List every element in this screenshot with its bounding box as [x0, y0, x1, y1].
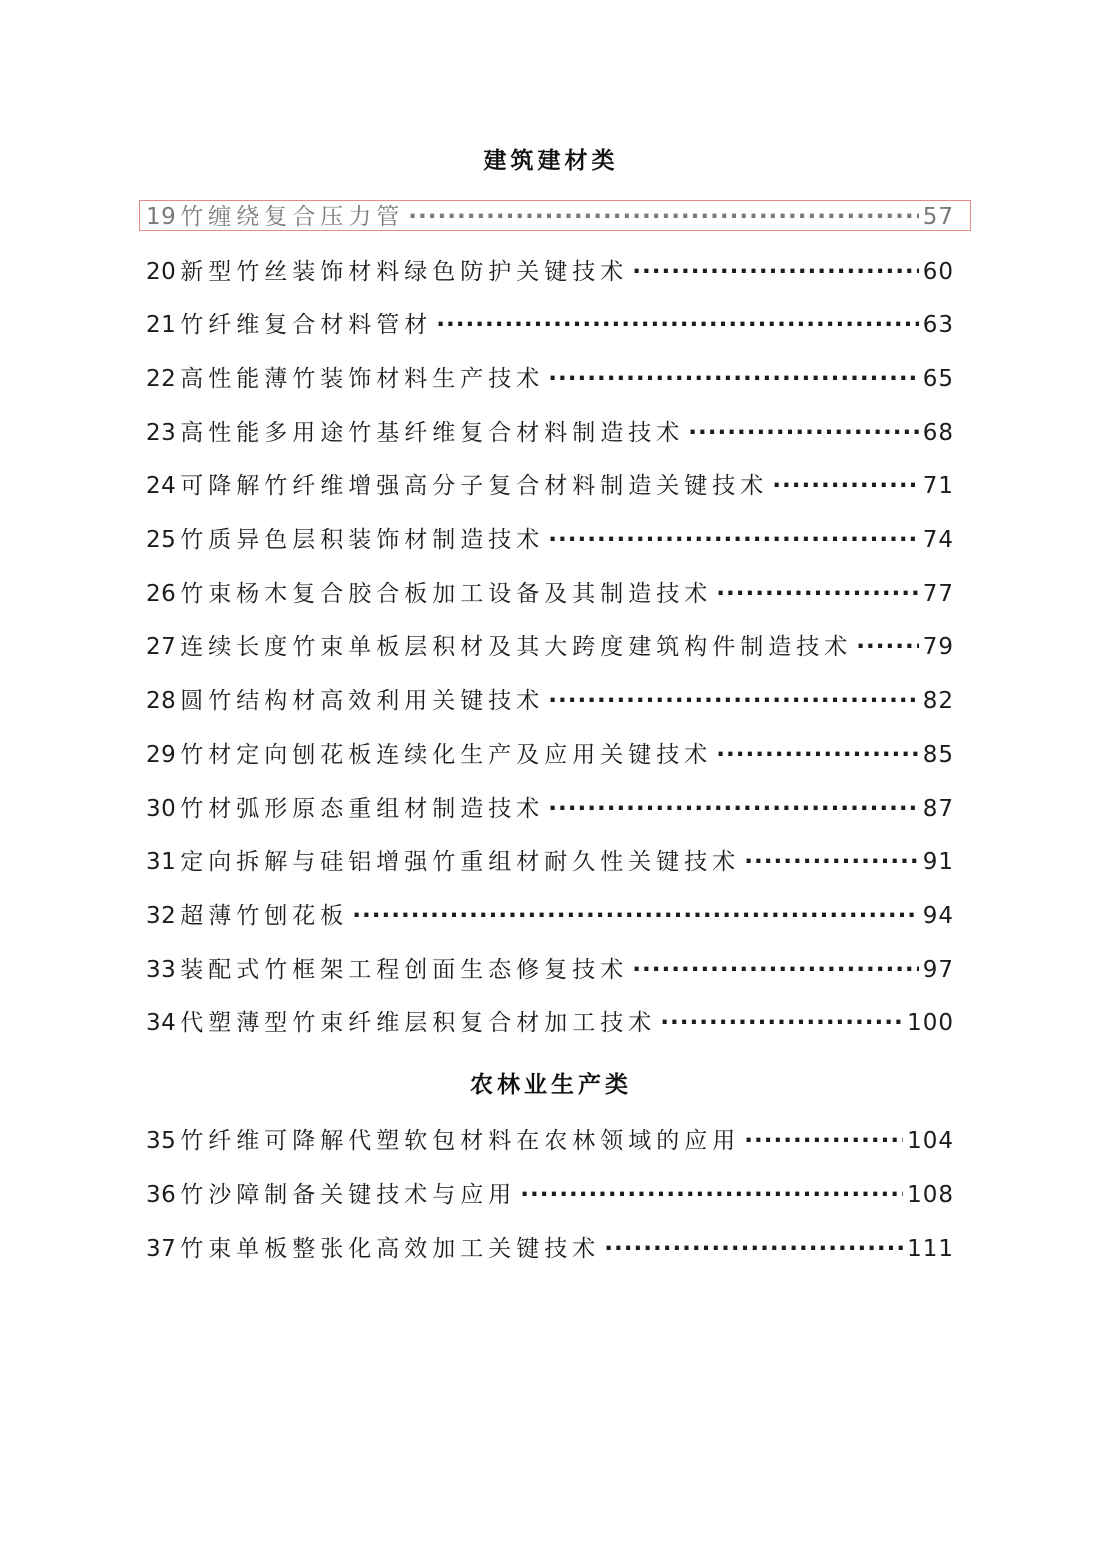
- dot-leader: [632, 254, 918, 290]
- entry-number: 23: [146, 420, 177, 446]
- entry-page-number: 65: [922, 366, 954, 392]
- entry-number: 21: [146, 312, 177, 338]
- dot-leader: [604, 1231, 903, 1267]
- toc-entry[interactable]: [146, 952, 954, 988]
- entry-number: 28: [146, 688, 177, 714]
- dot-leader: [772, 468, 918, 504]
- entry-page-number: 87: [922, 796, 954, 822]
- toc-entry[interactable]: [146, 1231, 954, 1267]
- toc-entry[interactable]: [146, 254, 954, 290]
- entry-title: 定向拆解与硅铝增强竹重组材耐久性关键技术: [180, 849, 741, 875]
- entry-title: 高性能薄竹装饰材料生产技术: [180, 366, 545, 392]
- entry-title: 代塑薄型竹束纤维层积复合材加工技术: [180, 1010, 657, 1036]
- entry-number: 30: [146, 796, 177, 822]
- entry-number: 33: [146, 957, 177, 983]
- entry-title: 新型竹丝装饰材料绿色防护关键技术: [180, 259, 629, 285]
- entry-title: 装配式竹框架工程创面生态修复技术: [180, 957, 629, 983]
- toc-entry[interactable]: [146, 683, 954, 719]
- entry-number: 20: [146, 259, 177, 285]
- entry-page-number: 63: [922, 312, 954, 338]
- entry-title: 竹缠绕复合压力管: [180, 204, 405, 230]
- entry-title: 竹质异色层积装饰材制造技术: [180, 527, 545, 553]
- dot-leader: [548, 683, 918, 719]
- entry-title: 可降解竹纤维增强高分子复合材料制造关键技术: [180, 473, 769, 499]
- entry-page-number: 82: [922, 688, 954, 714]
- toc-entry[interactable]: [146, 898, 954, 934]
- entry-number: 37: [146, 1236, 177, 1262]
- toc-entry[interactable]: [146, 1177, 954, 1213]
- toc-entry[interactable]: [146, 361, 954, 397]
- entry-page-number: 68: [922, 420, 954, 446]
- toc-entry[interactable]: [146, 468, 954, 504]
- entry-title: 竹沙障制备关键技术与应用: [180, 1182, 517, 1208]
- dot-leader: [352, 898, 918, 934]
- entry-number: 35: [146, 1128, 177, 1154]
- entry-page-number: 60: [922, 259, 954, 285]
- dot-leader: [716, 576, 918, 612]
- dot-leader: [408, 199, 918, 235]
- entry-page-number: 91: [922, 849, 954, 875]
- toc-entry[interactable]: [146, 844, 954, 880]
- entry-title: 高性能多用途竹基纤维复合材料制造技术: [180, 420, 685, 446]
- entry-number: 34: [146, 1010, 177, 1036]
- entry-title: 竹束单板整张化高效加工关键技术: [180, 1236, 601, 1262]
- entry-number: 25: [146, 527, 177, 553]
- entry-page-number: 71: [922, 473, 954, 499]
- toc-entry[interactable]: [146, 199, 954, 235]
- dot-leader: [744, 1123, 903, 1159]
- entry-page-number: 104: [907, 1128, 954, 1154]
- dot-leader: [436, 307, 918, 343]
- entry-number: 36: [146, 1182, 177, 1208]
- entry-number: 24: [146, 473, 177, 499]
- entry-title: 竹材弧形原态重组材制造技术: [180, 796, 545, 822]
- entry-number: 29: [146, 742, 177, 768]
- toc-entry[interactable]: [146, 1005, 954, 1041]
- entry-page-number: 94: [922, 903, 954, 929]
- dot-leader: [632, 952, 918, 988]
- entry-title: 圆竹结构材高效利用关键技术: [180, 688, 545, 714]
- dot-leader: [548, 522, 918, 558]
- entry-number: 31: [146, 849, 177, 875]
- entry-title: 竹纤维复合材料管材: [180, 312, 433, 338]
- toc-entry[interactable]: [146, 737, 954, 773]
- dot-leader: [716, 737, 918, 773]
- entry-title: 竹束杨木复合胶合板加工设备及其制造技术: [180, 581, 713, 607]
- dot-leader: [856, 629, 918, 665]
- section-heading-agriculture-forestry: 农林业生产类: [470, 1071, 632, 1098]
- entry-number: 22: [146, 366, 177, 392]
- dot-leader: [688, 415, 918, 451]
- toc-entry[interactable]: [146, 522, 954, 558]
- toc-entry[interactable]: [146, 629, 954, 665]
- entry-number: 27: [146, 634, 177, 660]
- entry-page-number: 77: [922, 581, 954, 607]
- entry-page-number: 74: [922, 527, 954, 553]
- dot-leader: [548, 361, 918, 397]
- toc-entry[interactable]: [146, 307, 954, 343]
- section-heading-building-materials: 建筑建材类: [483, 147, 619, 174]
- dot-leader: [660, 1005, 903, 1041]
- entry-page-number: 97: [922, 957, 954, 983]
- entry-page-number: 100: [907, 1010, 954, 1036]
- entry-page-number: 85: [922, 742, 954, 768]
- entry-page-number: 111: [907, 1236, 954, 1262]
- entry-number: 19: [146, 204, 177, 230]
- toc-entry[interactable]: [146, 1123, 954, 1159]
- dot-leader: [744, 844, 918, 880]
- dot-leader: [520, 1177, 903, 1213]
- entry-number: 26: [146, 581, 177, 607]
- entry-page-number: 57: [922, 204, 954, 230]
- dot-leader: [548, 791, 918, 827]
- entry-title: 竹纤维可降解代塑软包材料在农林领域的应用: [180, 1128, 741, 1154]
- entry-page-number: 108: [907, 1182, 954, 1208]
- entry-title: 连续长度竹束单板层积材及其大跨度建筑构件制造技术: [180, 634, 853, 660]
- entry-title: 竹材定向刨花板连续化生产及应用关键技术: [180, 742, 713, 768]
- toc-entry[interactable]: [146, 791, 954, 827]
- entry-title: 超薄竹刨花板: [180, 903, 349, 929]
- toc-entry[interactable]: [146, 415, 954, 451]
- entry-number: 32: [146, 903, 177, 929]
- toc-entry[interactable]: [146, 576, 954, 612]
- entry-page-number: 79: [922, 634, 954, 660]
